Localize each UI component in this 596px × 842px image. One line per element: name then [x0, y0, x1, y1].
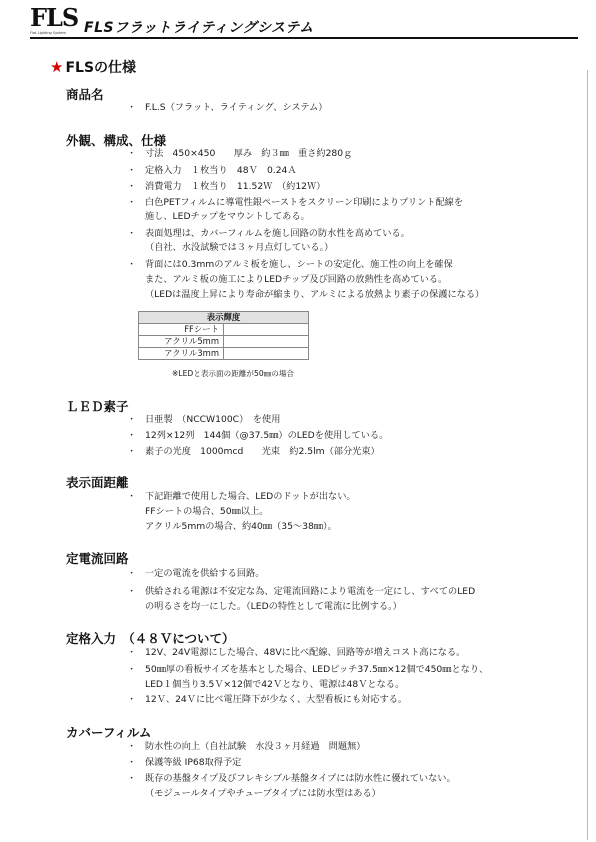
bullet: ・ [127, 664, 137, 675]
table-row [139, 348, 309, 360]
table-note: ※LEDと表示面の距離が50㎜の場合 [172, 369, 295, 378]
bullet: ・ [127, 148, 137, 159]
bullet: ・ [127, 446, 137, 457]
bullet: ・ [127, 197, 137, 208]
distance-line: 下記距離で使用した場合、LEDのドットが出ない。 [145, 491, 356, 502]
bullet: ・ [127, 647, 137, 658]
bullet: ・ [127, 228, 137, 239]
led-line: 素子の光度 1000mcd 光束 約2.5lm（部分光束） [145, 446, 380, 457]
bullet: ・ [127, 694, 137, 705]
distance-line: FFシートの場合、50㎜以上。 [145, 506, 269, 517]
spec-line: また、アルミ板の施工によりLEDチップ及び回路の放熱性を高めている。 [145, 274, 448, 285]
bullet: ・ [127, 181, 137, 192]
spec-line: 消費電力 １枚当り 11.52Ｗ （約12Ｗ） [145, 181, 326, 192]
spec-line: 定格入力 １枚当り 48Ｖ 0.24Ａ [145, 165, 297, 176]
section-heading-cover-film: カバーフィルム [66, 725, 152, 740]
table-cell-label: アクリル3mm [139, 348, 224, 360]
bullet: ・ [127, 586, 137, 597]
bullet: ・ [127, 414, 137, 425]
header-title: FLSフラットライティングシステム [84, 20, 314, 36]
spec-line: 寸法 450×450 厚み 約３㎜ 重さ約280ｇ [145, 148, 353, 159]
current-line: 一定の電流を供給する回路。 [145, 568, 265, 579]
table-cell-value [224, 324, 309, 336]
bullet: ・ [127, 741, 137, 752]
page-title [50, 57, 136, 77]
bullet: ・ [127, 568, 137, 579]
bullet: ・ [127, 430, 137, 441]
section-heading-constant-current: 定電流回路 [66, 551, 129, 566]
rated-input-line: 12Ｖ、24Ｖに比べ電圧降下が少なく、大型看板にも対応する。 [145, 694, 408, 705]
table-row [139, 336, 309, 348]
cover-film-line: 防水性の向上（自社試験 水没３ヶ月経過 問題無） [145, 741, 366, 752]
page-header [0, 0, 596, 48]
product-name-value: F.L.S（フラット、ライティング、システム） [145, 102, 328, 113]
bullet: ・ [127, 259, 137, 270]
current-line: の明るさを均一にした。（LEDの特性として電流に比例する。） [145, 601, 402, 612]
spec-line: 表面処理は、カバーフィルムを施し回路の防水性を高めている。 [145, 228, 410, 239]
table-cell-value [224, 348, 309, 360]
logo-subtext: Flat Lighting System [30, 31, 66, 35]
brightness-table-header: 表示輝度 [139, 312, 309, 324]
brightness-table [138, 311, 309, 360]
spec-line: （自社、水没試験では３ヶ月点灯している。） [145, 242, 334, 253]
rated-input-line: LED１個当り3.5Ｖ×12個で42Ｖとなり、電源は48Ｖとなる。 [145, 679, 405, 690]
bullet: ・ [127, 165, 137, 176]
led-line: 日亜製 （NCCW100C） を使用 [145, 414, 281, 425]
cover-film-line: 既存の基盤タイプ及びフレキシブル基盤タイプには防水性に優れていない。 [145, 773, 456, 784]
bullet: ・ [127, 102, 137, 113]
rated-input-line: 12V、24V電源にした場合、48Vに比べ配線、回路等が増えコスト高になる。 [145, 647, 466, 658]
section-heading-led: ＬＥＤ素子 [66, 399, 129, 414]
table-row [139, 324, 309, 336]
table-cell-label: アクリル5mm [139, 336, 224, 348]
spec-line: 施し、LEDチップをマウントしてある。 [145, 211, 310, 222]
led-line: 12列×12列 144個（@37.5㎜）のLEDを使用している。 [145, 430, 389, 441]
cover-film-line: （モジュールタイプやチューブタイプには防水型はある） [145, 788, 381, 799]
current-line: 供給される電源は不安定な為、定電流回路により電流を一定にし、すべてのLED [145, 586, 476, 597]
table-cell-value [224, 336, 309, 348]
rated-input-line: 50㎜厚の看板サイズを基本とした場合、LEDピッチ37.5㎜×12個で450㎜となり、 [145, 664, 489, 675]
spec-line: 白色PETフィルムに導電性銀ペーストをスクリーン印刷によりプリント配線を [145, 197, 464, 208]
distance-line: アクリル5mmの場合、約40㎜（35～38㎜）。 [145, 521, 337, 532]
page-edge-divider [587, 70, 588, 840]
section-heading-rated-input: 定格入力 （４８Ｖについて） [66, 631, 235, 646]
section-heading-distance: 表示面距離 [66, 475, 129, 490]
star-icon: ★ [50, 58, 64, 76]
table-cell-label: FFシート [139, 324, 224, 336]
header-divider [30, 37, 578, 39]
page-title-text: FLSの仕様 [65, 60, 137, 76]
cover-film-line: 保護等級 IP68取得予定 [145, 757, 242, 768]
spec-line: 背面には0.3mmのアルミ板を施し、シートの安定化、施工性の向上を確保 [145, 259, 453, 270]
section-heading-product-name: 商品名 [66, 87, 104, 102]
spec-line: （LEDは温度上昇により寿命が縮まり、アルミによる放熱より素子の保護になる） [145, 289, 485, 300]
section-heading-appearance: 外観、構成、仕様 [66, 133, 167, 148]
bullet: ・ [127, 491, 137, 502]
fls-logo: FLS [30, 3, 79, 32]
bullet: ・ [127, 773, 137, 784]
bullet: ・ [127, 757, 137, 768]
